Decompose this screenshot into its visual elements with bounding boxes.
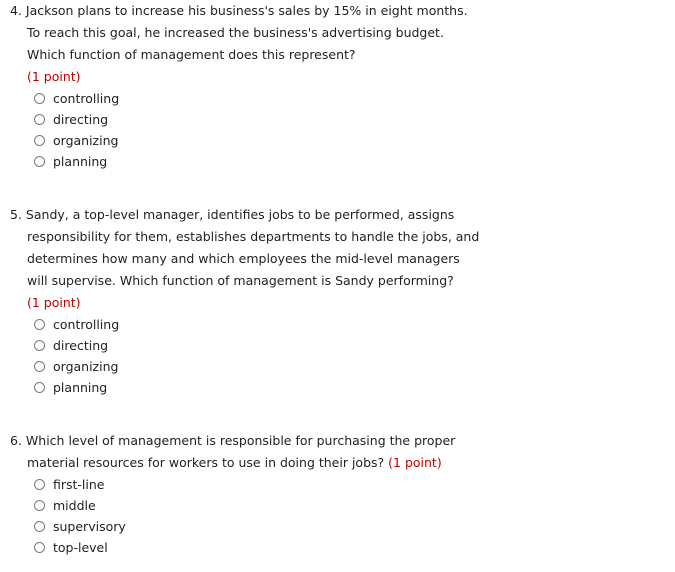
answer-choices — [10, 474, 480, 558]
question-prompt: Sandy, a top-level manager, identifies jobs to be performed, assigns responsibility for them, establishes departments to handle the jobs, and determines how many and which employees the mid-level managers will supervise. Which function of management is Sandy performing? — [25, 207, 480, 288]
radio-button[interactable] — [34, 114, 45, 125]
radio-button[interactable] — [34, 135, 45, 146]
question-number: 6. — [10, 433, 22, 448]
question-5 — [10, 204, 480, 398]
question-prompt: Jackson plans to increase his business's sales by 15% in eight months. To reach this goal, he increased the business's advertising budget. Which function of management does this represent? — [25, 3, 468, 62]
choice-label[interactable]: supervisory — [53, 519, 126, 534]
answer-choices — [10, 314, 480, 398]
question-prompt: Which level of management is responsible for purchasing the proper material resources for workers to use in doing their jobs? — [25, 433, 456, 470]
radio-button[interactable] — [34, 382, 45, 393]
answer-choice-supervisory[interactable] — [34, 516, 480, 537]
radio-button[interactable] — [34, 319, 45, 330]
radio-button[interactable] — [34, 500, 45, 511]
radio-button[interactable] — [34, 542, 45, 553]
question-text — [10, 204, 480, 292]
choice-label[interactable]: planning — [53, 380, 108, 395]
choice-label[interactable]: controlling — [53, 317, 120, 332]
question-points: (1 point) — [388, 455, 442, 470]
radio-button[interactable] — [34, 340, 45, 351]
answer-choice-directing[interactable] — [34, 335, 480, 356]
answer-choice-planning[interactable] — [34, 151, 480, 172]
radio-button[interactable] — [34, 479, 45, 490]
choice-label[interactable]: directing — [53, 112, 109, 127]
radio-button[interactable] — [34, 156, 45, 167]
radio-button[interactable] — [34, 521, 45, 532]
question-text — [10, 430, 480, 474]
choice-label[interactable]: organizing — [53, 359, 119, 374]
choice-label[interactable]: organizing — [53, 133, 119, 148]
question-number: 5. — [10, 207, 22, 222]
choice-label[interactable]: planning — [53, 154, 108, 169]
choice-label[interactable]: controlling — [53, 91, 120, 106]
choice-label[interactable]: directing — [53, 338, 109, 353]
choice-label[interactable]: top-level — [53, 540, 108, 555]
choice-label[interactable]: middle — [53, 498, 96, 513]
radio-button[interactable] — [34, 93, 45, 104]
answer-choice-first-line[interactable] — [34, 474, 480, 495]
question-text — [10, 0, 480, 66]
answer-choice-controlling[interactable] — [34, 314, 480, 335]
answer-choice-middle[interactable] — [34, 495, 480, 516]
answer-choice-controlling[interactable] — [34, 88, 480, 109]
answer-choice-top-level[interactable] — [34, 537, 480, 558]
question-number: 4. — [10, 3, 22, 18]
answer-choice-organizing[interactable] — [34, 130, 480, 151]
question-6 — [10, 430, 480, 558]
answer-choice-organizing[interactable] — [34, 356, 480, 377]
answer-choice-planning[interactable] — [34, 377, 480, 398]
question-points: (1 point) — [27, 295, 81, 310]
choice-label[interactable]: first-line — [53, 477, 105, 492]
question-points: (1 point) — [27, 69, 81, 84]
question-4 — [10, 0, 480, 172]
answer-choice-directing[interactable] — [34, 109, 480, 130]
answer-choices — [10, 88, 480, 172]
radio-button[interactable] — [34, 361, 45, 372]
